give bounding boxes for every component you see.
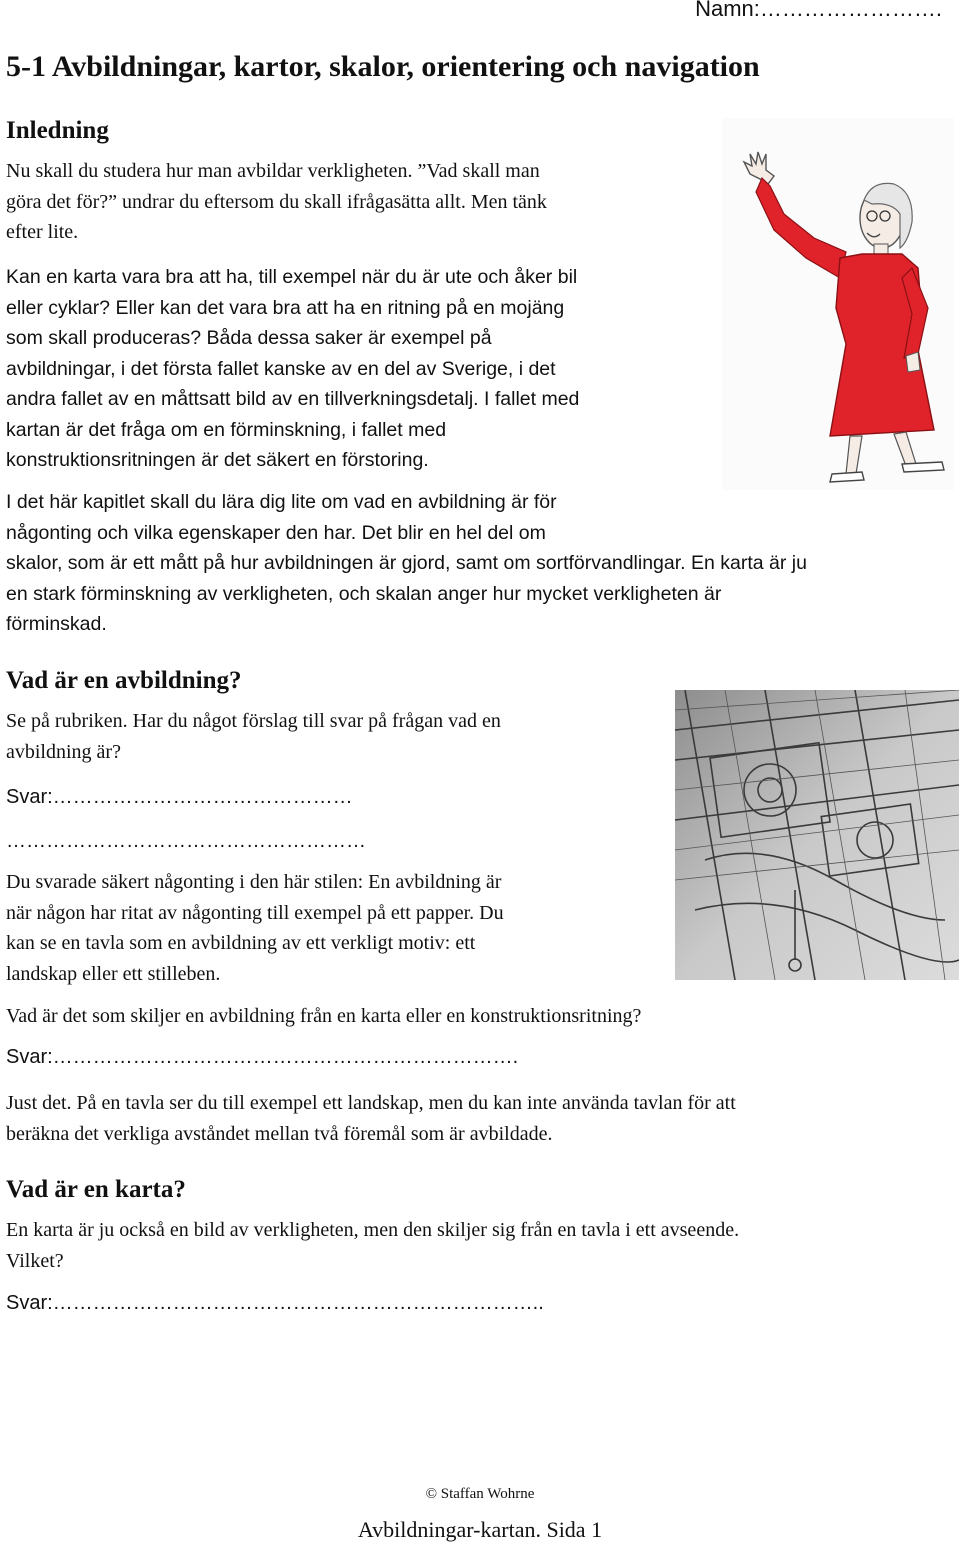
text-line: Kan en karta vara bra att ha, till exempel när du är ute och åker bil xyxy=(6,266,578,288)
avbildning-answer xyxy=(6,867,504,989)
answer-line-1[interactable]: Svar:……………………………………… xyxy=(6,786,353,808)
text-line: Nu skall du studera hur man avbildar verkligheten. ”Vad skall man xyxy=(6,160,540,182)
text-line: I det här kapitlet skall du lära dig lite om vad en avbildning är för xyxy=(6,491,557,513)
answer-line-2[interactable]: Svar:……………………………………………………………. xyxy=(6,1046,519,1068)
text-line: andra fallet av en måttsatt bild av en tillverkningsdetalj. I fallet med xyxy=(6,388,580,410)
text-line: när någon har ritat av någonting till exempel på ett papper. Du xyxy=(6,901,504,924)
heading-karta: Vad är en karta? xyxy=(6,1176,186,1203)
text-line: som skall produceras? Båda dessa saker är exempel på xyxy=(6,327,492,349)
text-line: avbildning är? xyxy=(6,740,121,763)
text-line: En karta är ju också en bild av verkligheten, men den skiljer sig från en tavla i ett avseende. xyxy=(6,1219,740,1241)
text-line: kan se en tavla som en avbildning av ett verkligt motiv: ett xyxy=(6,932,476,954)
text-line: efter lite. xyxy=(6,221,79,243)
question-2: Vad är det som skiljer en avbildning från en karta eller en konstruktionsritning? xyxy=(6,1005,642,1027)
intro-paragraph-3 xyxy=(6,487,807,640)
text-line: beräkna det verkliga avståndet mellan två föremål som är avbildade. xyxy=(6,1122,553,1145)
text-line: förminskad. xyxy=(6,613,107,635)
answer-line-3[interactable]: Svar:……………………………………………………………….. xyxy=(6,1292,544,1314)
text-line: Vilket? xyxy=(6,1249,64,1272)
technical-drawing-photo xyxy=(675,690,959,980)
copyright: © Staffan Wohrne xyxy=(425,1486,535,1502)
text-line: skalor, som är ett mått på hur avbildningen är gjord, samt om sortförvandlingar. En karta är ju xyxy=(6,552,807,574)
intro-paragraph-2 xyxy=(6,262,579,476)
heading-inledning: Inledning xyxy=(6,117,109,144)
text-line: göra det för?” undrar du eftersom du skall ifrågasätta allt. Men tänk xyxy=(6,190,547,213)
text-line: Se på rubriken. Har du något förslag till svar på frågan vad en xyxy=(6,710,501,732)
text-line: landskap eller ett stilleben. xyxy=(6,962,221,985)
text-line: Du svarade säkert någonting i den här stilen: En avbildning är xyxy=(6,871,502,893)
answer-line-1-continued[interactable]: ……………………………………………… xyxy=(6,830,366,852)
text-line: kartan är det fråga om en förminskning, i fallet med xyxy=(6,418,447,441)
text-line: en stark förminskning av verkligheten, och skalan anger hur mycket verkligheten är xyxy=(6,582,722,605)
text-line: konstruktionsritningen är det säkert en förstoring. xyxy=(6,449,429,471)
page-footer: Avbildningar-kartan. Sida 1 xyxy=(357,1517,603,1542)
page-title: 5-1 Avbildningar, kartor, skalor, orientering och navigation xyxy=(6,50,760,83)
teacher-illustration xyxy=(722,118,954,490)
text-line: eller cyklar? Eller kan det vara bra att ha en ritning på en mojäng xyxy=(6,296,565,319)
avbildning-question xyxy=(6,706,501,767)
text-line: någonting och vilka egenskaper den har. Det blir en hel del om xyxy=(6,521,546,544)
karta-question xyxy=(6,1215,739,1276)
intro-paragraph-1 xyxy=(6,156,547,248)
text-line: Just det. På en tavla ser du till exempel ett landskap, men du kan inte använda tavlan för att xyxy=(6,1092,736,1114)
just-paragraph xyxy=(6,1088,736,1149)
heading-avbildning: Vad är en avbildning? xyxy=(6,667,242,694)
name-line: Namn:……………………. xyxy=(695,0,942,21)
text-line: avbildningar, i det första fallet kanske av en del av Sverige, i det xyxy=(6,357,556,380)
